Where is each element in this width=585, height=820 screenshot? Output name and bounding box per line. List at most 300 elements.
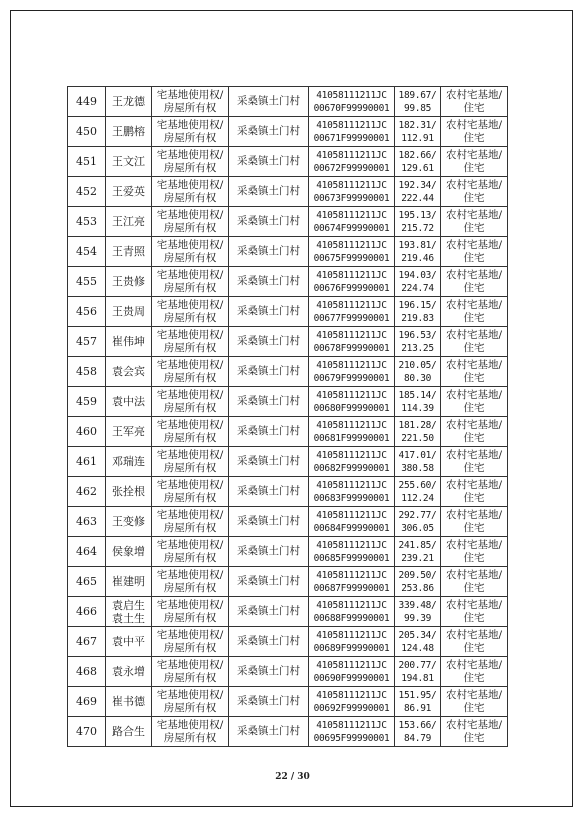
cell-land-use <box>441 357 508 387</box>
cell-land-use-line: 住宅 <box>463 401 485 414</box>
cell-rights-type <box>152 117 229 147</box>
cell-area-line: 210.05/ <box>398 359 437 371</box>
cell-unit-code <box>309 657 395 687</box>
cell-rights-type-line: 宅基地使用权/ <box>156 598 224 611</box>
cell-rights-type <box>152 447 229 477</box>
cell-land-use-line: 住宅 <box>463 431 485 444</box>
cell-land-use-line: 农村宅基地/ <box>445 358 503 371</box>
registry-table <box>67 86 508 747</box>
cell-area <box>395 117 441 147</box>
cell-land-use-line: 农村宅基地/ <box>445 178 503 191</box>
cell-unit-code <box>309 447 395 477</box>
cell-land-use <box>441 537 508 567</box>
cell-land-use-line: 农村宅基地/ <box>445 118 503 131</box>
cell-location: 采桑镇土门村 <box>229 177 309 207</box>
cell-area-line: 219.46 <box>401 252 434 264</box>
cell-area-line: 196.53/ <box>398 329 437 341</box>
cell-rights-type-line: 宅基地使用权/ <box>156 358 224 371</box>
cell-rights-type-line: 房屋所有权 <box>163 731 217 744</box>
cell-land-use-line: 住宅 <box>463 371 485 384</box>
cell-rights-type-line: 宅基地使用权/ <box>156 328 224 341</box>
cell-rights-type-line: 房屋所有权 <box>163 281 217 294</box>
cell-owner-name <box>106 147 152 177</box>
table-row <box>68 297 508 327</box>
cell-land-use-line: 农村宅基地/ <box>445 448 503 461</box>
cell-unit-code-line: 41058111211JC <box>316 599 387 611</box>
cell-location: 采桑镇土门村 <box>229 567 309 597</box>
cell-area <box>395 597 441 627</box>
cell-land-use <box>441 387 508 417</box>
cell-location: 采桑镇土门村 <box>229 117 309 147</box>
cell-unit-code-line: 00685F99990001 <box>313 552 390 564</box>
cell-owner-name <box>106 357 152 387</box>
cell-rights-type <box>152 327 229 357</box>
cell-number: 460 <box>68 417 106 447</box>
cell-land-use <box>441 297 508 327</box>
cell-area <box>395 147 441 177</box>
cell-location: 采桑镇土门村 <box>229 327 309 357</box>
cell-land-use <box>441 507 508 537</box>
cell-rights-type-line: 房屋所有权 <box>163 431 217 444</box>
table-row <box>68 597 508 627</box>
cell-rights-type <box>152 297 229 327</box>
cell-owner-name-line: 袁中平 <box>112 635 145 648</box>
cell-owner-name <box>106 717 152 747</box>
cell-owner-name <box>106 87 152 117</box>
cell-rights-type-line: 房屋所有权 <box>163 221 217 234</box>
cell-unit-code-line: 41058111211JC <box>316 539 387 551</box>
cell-owner-name <box>106 657 152 687</box>
cell-unit-code-line: 41058111211JC <box>316 89 387 101</box>
cell-unit-code <box>309 387 395 417</box>
cell-number: 459 <box>68 387 106 417</box>
cell-unit-code <box>309 477 395 507</box>
cell-number: 457 <box>68 327 106 357</box>
cell-owner-name-line: 王贵修 <box>112 275 145 288</box>
cell-land-use <box>441 447 508 477</box>
cell-rights-type <box>152 567 229 597</box>
cell-location: 采桑镇土门村 <box>229 207 309 237</box>
cell-unit-code-line: 41058111211JC <box>316 359 387 371</box>
cell-area-line: 193.81/ <box>398 239 437 251</box>
cell-land-use-line: 住宅 <box>463 311 485 324</box>
table-row <box>68 567 508 597</box>
cell-location: 采桑镇土门村 <box>229 447 309 477</box>
cell-land-use-line: 农村宅基地/ <box>445 568 503 581</box>
cell-unit-code-line: 00684F99990001 <box>313 522 390 534</box>
cell-unit-code <box>309 237 395 267</box>
cell-area-line: 221.50 <box>401 432 434 444</box>
cell-rights-type-line: 房屋所有权 <box>163 461 217 474</box>
cell-unit-code-line: 41058111211JC <box>316 239 387 251</box>
cell-unit-code-line: 00690F99990001 <box>313 672 390 684</box>
cell-owner-name <box>106 687 152 717</box>
cell-unit-code-line: 00672F99990001 <box>313 162 390 174</box>
cell-rights-type <box>152 687 229 717</box>
cell-land-use-line: 农村宅基地/ <box>445 208 503 221</box>
cell-unit-code-line: 00683F99990001 <box>313 492 390 504</box>
cell-land-use <box>441 627 508 657</box>
cell-rights-type-line: 宅基地使用权/ <box>156 478 224 491</box>
cell-area-line: 215.72 <box>401 222 434 234</box>
cell-unit-code-line: 00681F99990001 <box>313 432 390 444</box>
cell-owner-name-line: 侯象增 <box>112 545 145 558</box>
cell-area <box>395 357 441 387</box>
cell-rights-type-line: 房屋所有权 <box>163 191 217 204</box>
cell-land-use <box>441 147 508 177</box>
cell-rights-type-line: 宅基地使用权/ <box>156 148 224 161</box>
cell-owner-name <box>106 567 152 597</box>
cell-area-line: 86.91 <box>403 702 432 714</box>
cell-location: 采桑镇土门村 <box>229 87 309 117</box>
cell-unit-code-line: 41058111211JC <box>316 479 387 491</box>
cell-rights-type-line: 宅基地使用权/ <box>156 538 224 551</box>
cell-number: 469 <box>68 687 106 717</box>
cell-land-use <box>441 417 508 447</box>
cell-land-use-line: 农村宅基地/ <box>445 508 503 521</box>
cell-unit-code-line: 00676F99990001 <box>313 282 390 294</box>
cell-owner-name <box>106 447 152 477</box>
cell-unit-code-line: 41058111211JC <box>316 569 387 581</box>
cell-land-use <box>441 237 508 267</box>
cell-owner-name-line: 袁会宾 <box>112 365 145 378</box>
cell-owner-name-line: 袁永增 <box>112 665 145 678</box>
cell-land-use <box>441 717 508 747</box>
cell-number: 468 <box>68 657 106 687</box>
cell-land-use-line: 住宅 <box>463 581 485 594</box>
cell-rights-type-line: 宅基地使用权/ <box>156 268 224 281</box>
cell-land-use-line: 住宅 <box>463 461 485 474</box>
cell-area <box>395 267 441 297</box>
cell-area <box>395 297 441 327</box>
cell-number: 450 <box>68 117 106 147</box>
cell-area <box>395 177 441 207</box>
cell-location: 采桑镇土门村 <box>229 507 309 537</box>
cell-land-use-line: 农村宅基地/ <box>445 658 503 671</box>
cell-number: 449 <box>68 87 106 117</box>
table-row <box>68 537 508 567</box>
cell-area-line: 99.39 <box>403 612 432 624</box>
cell-unit-code-line: 00687F99990001 <box>313 582 390 594</box>
cell-rights-type <box>152 387 229 417</box>
cell-unit-code <box>309 87 395 117</box>
cell-unit-code <box>309 147 395 177</box>
cell-land-use-line: 住宅 <box>463 731 485 744</box>
cell-land-use-line: 农村宅基地/ <box>445 298 503 311</box>
cell-rights-type-line: 房屋所有权 <box>163 671 217 684</box>
cell-rights-type-line: 房屋所有权 <box>163 311 217 324</box>
cell-owner-name-line: 王贵周 <box>112 305 145 318</box>
cell-area <box>395 657 441 687</box>
cell-owner-name-line: 袁中法 <box>112 395 145 408</box>
table-row <box>68 267 508 297</box>
cell-owner-name-line: 邓瑞连 <box>112 455 145 468</box>
cell-land-use <box>441 117 508 147</box>
cell-area <box>395 537 441 567</box>
cell-rights-type <box>152 657 229 687</box>
cell-unit-code-line: 00671F99990001 <box>313 132 390 144</box>
cell-owner-name-line: 王龙德 <box>112 95 145 108</box>
cell-land-use <box>441 597 508 627</box>
cell-area-line: 112.91 <box>401 132 434 144</box>
cell-area <box>395 387 441 417</box>
cell-rights-type-line: 宅基地使用权/ <box>156 208 224 221</box>
cell-unit-code-line: 41058111211JC <box>316 419 387 431</box>
cell-rights-type-line: 房屋所有权 <box>163 371 217 384</box>
cell-area-line: 306.05 <box>401 522 434 534</box>
cell-owner-name <box>106 597 152 627</box>
cell-unit-code-line: 41058111211JC <box>316 149 387 161</box>
cell-area-line: 181.28/ <box>398 419 437 431</box>
cell-land-use-line: 住宅 <box>463 281 485 294</box>
table-row <box>68 327 508 357</box>
cell-rights-type <box>152 717 229 747</box>
cell-owner-name-line: 王军亮 <box>112 425 145 438</box>
cell-rights-type-line: 宅基地使用权/ <box>156 118 224 131</box>
cell-rights-type-line: 宅基地使用权/ <box>156 628 224 641</box>
cell-area <box>395 477 441 507</box>
cell-rights-type-line: 宅基地使用权/ <box>156 88 224 101</box>
table-row <box>68 207 508 237</box>
cell-unit-code <box>309 327 395 357</box>
cell-rights-type-line: 房屋所有权 <box>163 521 217 534</box>
cell-owner-name <box>106 387 152 417</box>
cell-rights-type-line: 宅基地使用权/ <box>156 448 224 461</box>
cell-rights-type-line: 宅基地使用权/ <box>156 388 224 401</box>
cell-number: 470 <box>68 717 106 747</box>
cell-area-line: 241.85/ <box>398 539 437 551</box>
cell-owner-name-line: 王变修 <box>112 515 145 528</box>
cell-location: 采桑镇土门村 <box>229 537 309 567</box>
cell-unit-code-line: 00670F99990001 <box>313 102 390 114</box>
cell-area-line: 213.25 <box>401 342 434 354</box>
cell-unit-code-line: 00689F99990001 <box>313 642 390 654</box>
cell-number: 462 <box>68 477 106 507</box>
cell-owner-name <box>106 297 152 327</box>
cell-rights-type-line: 宅基地使用权/ <box>156 508 224 521</box>
cell-unit-code-line: 41058111211JC <box>316 269 387 281</box>
cell-owner-name <box>106 507 152 537</box>
cell-location: 采桑镇土门村 <box>229 267 309 297</box>
cell-unit-code-line: 00675F99990001 <box>313 252 390 264</box>
table-row <box>68 507 508 537</box>
cell-area-line: 192.34/ <box>398 179 437 191</box>
cell-land-use-line: 住宅 <box>463 251 485 264</box>
cell-owner-name-line: 王江亮 <box>112 215 145 228</box>
cell-unit-code-line: 00692F99990001 <box>313 702 390 714</box>
cell-owner-name <box>106 207 152 237</box>
cell-rights-type <box>152 417 229 447</box>
cell-unit-code-line: 00688F99990001 <box>313 612 390 624</box>
cell-unit-code-line: 41058111211JC <box>316 629 387 641</box>
cell-owner-name-line: 崔伟坤 <box>112 335 145 348</box>
cell-unit-code <box>309 687 395 717</box>
cell-land-use-line: 农村宅基地/ <box>445 328 503 341</box>
cell-land-use-line: 农村宅基地/ <box>445 538 503 551</box>
cell-area <box>395 507 441 537</box>
cell-unit-code-line: 41058111211JC <box>316 179 387 191</box>
cell-land-use <box>441 657 508 687</box>
cell-land-use-line: 住宅 <box>463 341 485 354</box>
cell-rights-type-line: 房屋所有权 <box>163 101 217 114</box>
cell-rights-type-line: 房屋所有权 <box>163 491 217 504</box>
table-row <box>68 357 508 387</box>
cell-area <box>395 717 441 747</box>
cell-area <box>395 567 441 597</box>
cell-land-use-line: 农村宅基地/ <box>445 238 503 251</box>
cell-area-line: 194.81 <box>401 672 434 684</box>
cell-land-use-line: 农村宅基地/ <box>445 88 503 101</box>
cell-owner-name-line: 崔建明 <box>112 575 145 588</box>
cell-number: 461 <box>68 447 106 477</box>
cell-number: 454 <box>68 237 106 267</box>
cell-owner-name-line: 路合生 <box>112 725 145 738</box>
cell-unit-code-line: 41058111211JC <box>316 659 387 671</box>
cell-location: 采桑镇土门村 <box>229 657 309 687</box>
cell-unit-code <box>309 207 395 237</box>
cell-land-use-line: 农村宅基地/ <box>445 148 503 161</box>
cell-unit-code-line: 00682F99990001 <box>313 462 390 474</box>
table-row <box>68 627 508 657</box>
cell-area-line: 380.58 <box>401 462 434 474</box>
cell-rights-type <box>152 207 229 237</box>
cell-area-line: 189.67/ <box>398 89 437 101</box>
cell-unit-code-line: 00680F99990001 <box>313 402 390 414</box>
cell-unit-code-line: 00674F99990001 <box>313 222 390 234</box>
table-row <box>68 237 508 267</box>
cell-rights-type <box>152 477 229 507</box>
cell-owner-name <box>106 477 152 507</box>
cell-rights-type-line: 房屋所有权 <box>163 581 217 594</box>
cell-location: 采桑镇土门村 <box>229 687 309 717</box>
cell-area-line: 209.50/ <box>398 569 437 581</box>
cell-unit-code-line: 41058111211JC <box>316 689 387 701</box>
table-row <box>68 657 508 687</box>
cell-land-use-line: 住宅 <box>463 221 485 234</box>
cell-land-use <box>441 477 508 507</box>
cell-location: 采桑镇土门村 <box>229 417 309 447</box>
cell-number: 455 <box>68 267 106 297</box>
cell-land-use-line: 住宅 <box>463 101 485 114</box>
cell-area <box>395 627 441 657</box>
cell-owner-name <box>106 627 152 657</box>
cell-area-line: 129.61 <box>401 162 434 174</box>
cell-land-use-line: 住宅 <box>463 191 485 204</box>
cell-area-line: 80.30 <box>403 372 432 384</box>
cell-unit-code-line: 41058111211JC <box>316 299 387 311</box>
cell-rights-type-line: 宅基地使用权/ <box>156 658 224 671</box>
cell-area-line: 195.13/ <box>398 209 437 221</box>
table-row <box>68 387 508 417</box>
cell-area <box>395 87 441 117</box>
cell-area-line: 99.85 <box>403 102 432 114</box>
cell-owner-name-line: 王鹏榕 <box>112 125 145 138</box>
cell-unit-code <box>309 417 395 447</box>
cell-land-use-line: 农村宅基地/ <box>445 418 503 431</box>
cell-land-use-line: 住宅 <box>463 611 485 624</box>
cell-land-use-line: 住宅 <box>463 551 485 564</box>
cell-rights-type-line: 房屋所有权 <box>163 641 217 654</box>
cell-rights-type-line: 宅基地使用权/ <box>156 178 224 191</box>
cell-rights-type-line: 房屋所有权 <box>163 131 217 144</box>
cell-location: 采桑镇土门村 <box>229 387 309 417</box>
cell-land-use <box>441 567 508 597</box>
registry-table-body <box>68 87 508 747</box>
cell-rights-type <box>152 537 229 567</box>
cell-land-use-line: 农村宅基地/ <box>445 718 503 731</box>
cell-owner-name <box>106 267 152 297</box>
cell-location: 采桑镇土门村 <box>229 477 309 507</box>
cell-unit-code <box>309 627 395 657</box>
cell-area-line: 219.83 <box>401 312 434 324</box>
cell-area-line: 222.44 <box>401 192 434 204</box>
table-row <box>68 87 508 117</box>
cell-owner-name-line: 张拴根 <box>112 485 145 498</box>
cell-rights-type <box>152 627 229 657</box>
cell-unit-code-line: 00678F99990001 <box>313 342 390 354</box>
cell-area <box>395 327 441 357</box>
cell-land-use <box>441 207 508 237</box>
cell-area-line: 112.24 <box>401 492 434 504</box>
cell-area-line: 253.86 <box>401 582 434 594</box>
cell-number: 451 <box>68 147 106 177</box>
cell-area-line: 200.77/ <box>398 659 437 671</box>
cell-owner-name-line: 王爱英 <box>112 185 145 198</box>
cell-land-use <box>441 87 508 117</box>
cell-rights-type-line: 宅基地使用权/ <box>156 718 224 731</box>
cell-unit-code-line: 00695F99990001 <box>313 732 390 744</box>
cell-rights-type <box>152 147 229 177</box>
cell-area-line: 151.95/ <box>398 689 437 701</box>
cell-unit-code <box>309 597 395 627</box>
cell-rights-type-line: 宅基地使用权/ <box>156 568 224 581</box>
cell-area <box>395 687 441 717</box>
cell-unit-code <box>309 507 395 537</box>
cell-rights-type-line: 房屋所有权 <box>163 251 217 264</box>
cell-area-line: 185.14/ <box>398 389 437 401</box>
cell-unit-code <box>309 267 395 297</box>
cell-area <box>395 207 441 237</box>
cell-area-line: 194.03/ <box>398 269 437 281</box>
cell-rights-type <box>152 597 229 627</box>
table-row <box>68 717 508 747</box>
table-row <box>68 447 508 477</box>
cell-rights-type-line: 宅基地使用权/ <box>156 298 224 311</box>
cell-rights-type <box>152 507 229 537</box>
cell-rights-type <box>152 267 229 297</box>
cell-area-line: 182.66/ <box>398 149 437 161</box>
cell-owner-name-line: 袁启生 <box>112 598 145 612</box>
cell-number: 456 <box>68 297 106 327</box>
cell-number: 464 <box>68 537 106 567</box>
cell-unit-code-line: 00679F99990001 <box>313 372 390 384</box>
cell-rights-type <box>152 357 229 387</box>
cell-rights-type-line: 宅基地使用权/ <box>156 688 224 701</box>
cell-land-use <box>441 177 508 207</box>
cell-location: 采桑镇土门村 <box>229 147 309 177</box>
cell-land-use <box>441 267 508 297</box>
cell-rights-type-line: 宅基地使用权/ <box>156 238 224 251</box>
cell-rights-type <box>152 177 229 207</box>
cell-number: 466 <box>68 597 106 627</box>
cell-location: 采桑镇土门村 <box>229 357 309 387</box>
cell-unit-code <box>309 177 395 207</box>
cell-number: 453 <box>68 207 106 237</box>
cell-rights-type-line: 房屋所有权 <box>163 401 217 414</box>
cell-unit-code-line: 41058111211JC <box>316 719 387 731</box>
cell-land-use-line: 住宅 <box>463 131 485 144</box>
page-number: 22 / 30 <box>275 772 310 782</box>
